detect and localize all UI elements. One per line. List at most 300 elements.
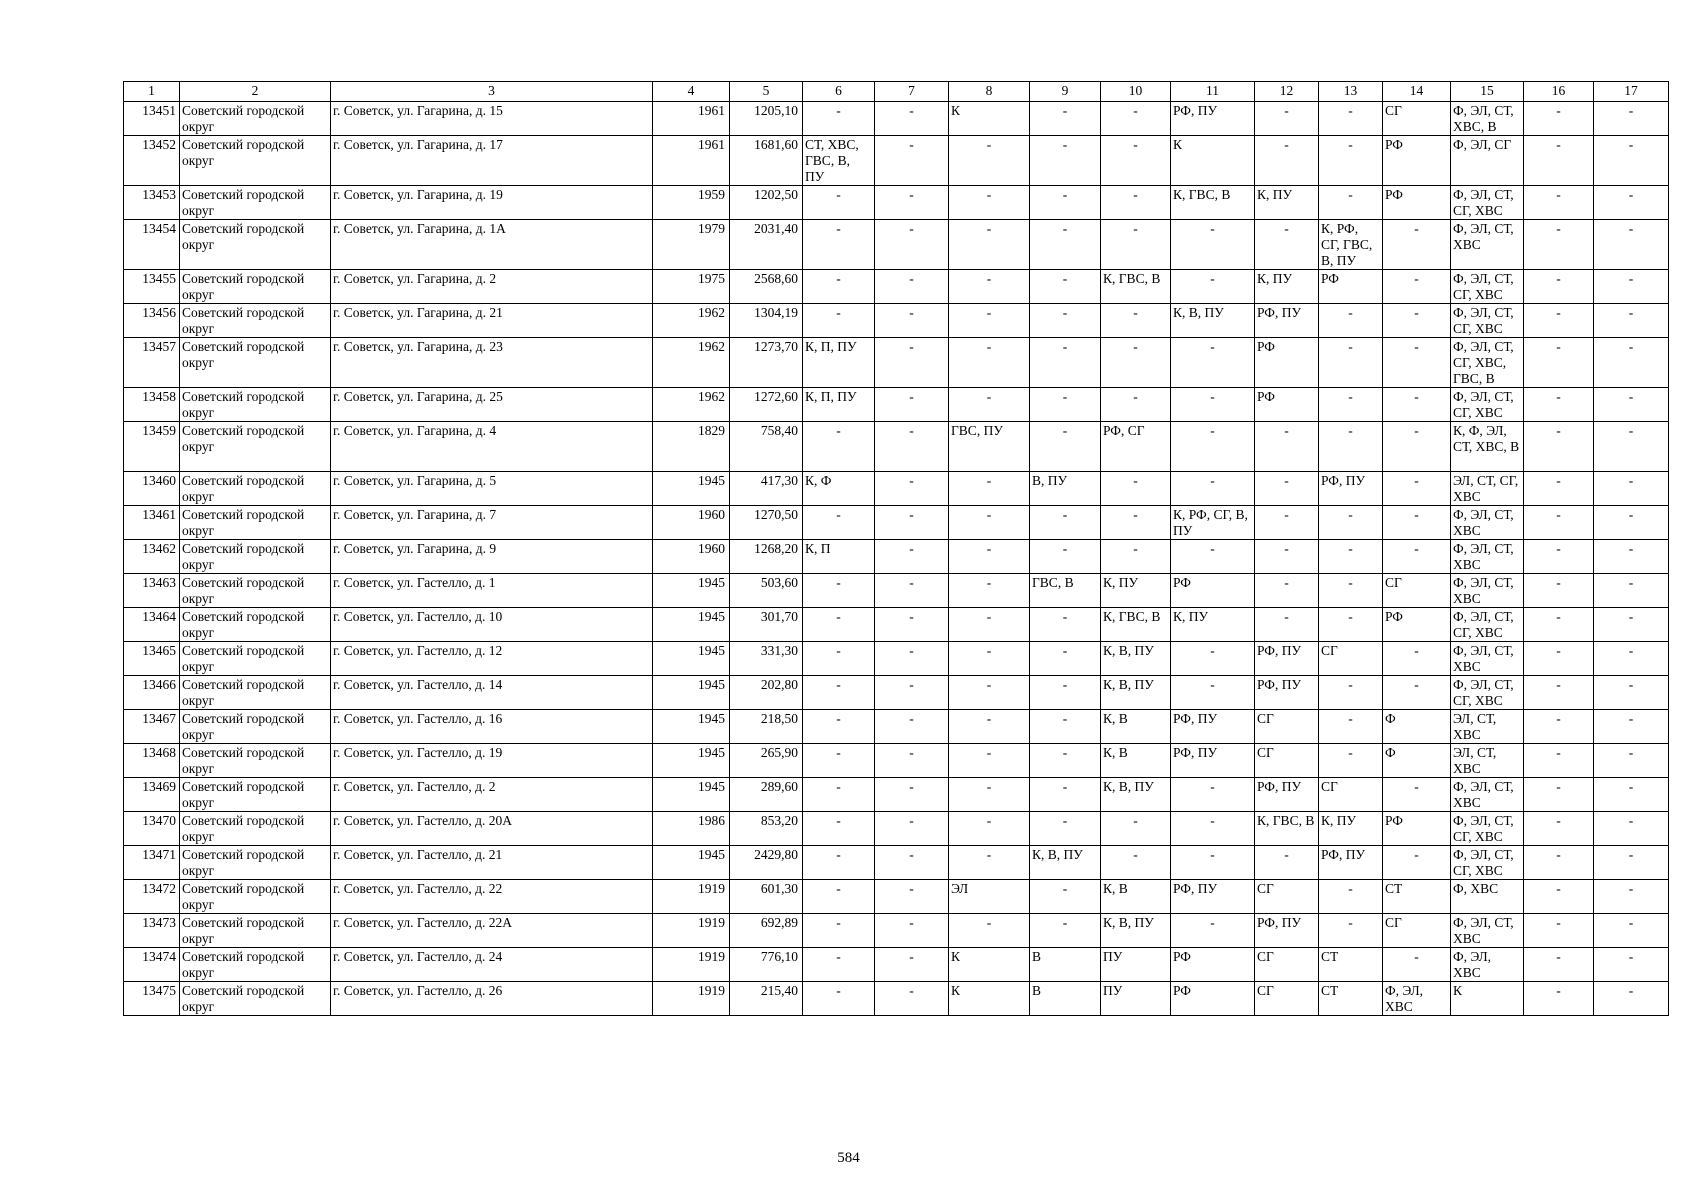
table-cell: - [875, 506, 949, 540]
table-cell: Ф, ХВС [1451, 880, 1524, 914]
table-cell: - [803, 186, 875, 220]
table-row [124, 136, 1669, 186]
table-cell: В [1030, 982, 1101, 1016]
table-cell: 692,89 [730, 914, 803, 948]
table-cell: г. Советск, ул. Гагарина, д. 19 [331, 186, 653, 220]
table-cell: Советский городской округ [180, 982, 331, 1016]
table-cell: 13459 [124, 422, 180, 472]
table-cell: К [1451, 982, 1524, 1016]
table-cell: - [803, 914, 875, 948]
table-row [124, 642, 1669, 676]
table-cell: - [1030, 220, 1101, 270]
table-cell: СТ [1319, 948, 1383, 982]
table-cell: - [1171, 778, 1255, 812]
table-cell: г. Советск, ул. Гагарина, д. 15 [331, 102, 653, 136]
table-cell: Ф, ЭЛ, СТ, ХВС [1451, 540, 1524, 574]
table-cell: Советский городской округ [180, 710, 331, 744]
table-cell: г. Советск, ул. Гагарина, д. 2 [331, 270, 653, 304]
table-row [124, 304, 1669, 338]
table-cell: - [1030, 422, 1101, 472]
table-cell: - [803, 304, 875, 338]
table-cell: - [1594, 880, 1669, 914]
table-row [124, 574, 1669, 608]
table-cell: - [1319, 914, 1383, 948]
table-cell: - [875, 948, 949, 982]
table-row [124, 506, 1669, 540]
table-cell: - [1101, 338, 1171, 388]
table-cell: РФ, ПУ [1255, 778, 1319, 812]
table-cell: - [1319, 102, 1383, 136]
table-cell: 1919 [653, 948, 730, 982]
table-cell: - [875, 812, 949, 846]
table-cell: - [1524, 136, 1594, 186]
table-cell: Советский городской округ [180, 422, 331, 472]
column-header: 8 [949, 82, 1030, 102]
table-cell: - [875, 676, 949, 710]
table-cell: - [1524, 812, 1594, 846]
table-cell: - [1171, 338, 1255, 388]
table-cell: 1304,19 [730, 304, 803, 338]
table-cell: 289,60 [730, 778, 803, 812]
table-cell: К, ГВС, В [1255, 812, 1319, 846]
table-cell: - [1594, 710, 1669, 744]
table-cell: Ф, ЭЛ, СТ, ХВС [1451, 506, 1524, 540]
table-row [124, 846, 1669, 880]
table-cell: 1962 [653, 388, 730, 422]
table-cell: - [949, 388, 1030, 422]
table-cell: г. Советск, ул. Гастелло, д. 22 [331, 880, 653, 914]
table-cell: 1268,20 [730, 540, 803, 574]
table-cell: - [875, 982, 949, 1016]
column-header: 7 [875, 82, 949, 102]
table-cell: РФ [1171, 948, 1255, 982]
table-cell: - [1594, 982, 1669, 1016]
table-cell: - [949, 304, 1030, 338]
table-cell: СГ [1383, 574, 1451, 608]
table-cell: - [1319, 744, 1383, 778]
table-cell: - [949, 812, 1030, 846]
table-cell: - [1171, 540, 1255, 574]
table-cell: - [803, 846, 875, 880]
table-cell: - [949, 676, 1030, 710]
table-cell: - [1101, 388, 1171, 422]
table-cell: - [875, 304, 949, 338]
table-cell: 1945 [653, 710, 730, 744]
table-cell: - [1030, 778, 1101, 812]
table-cell: - [949, 220, 1030, 270]
table-cell: РФ [1383, 186, 1451, 220]
table-cell: - [875, 270, 949, 304]
table-cell: - [1594, 676, 1669, 710]
table-cell: РФ, ПУ [1255, 676, 1319, 710]
table-cell: - [1319, 608, 1383, 642]
table-cell: 13473 [124, 914, 180, 948]
table-cell: - [1594, 778, 1669, 812]
table-cell: - [1030, 540, 1101, 574]
table-cell: - [875, 846, 949, 880]
table-cell: ГВС, В [1030, 574, 1101, 608]
table-cell: - [803, 744, 875, 778]
table-cell: - [1524, 914, 1594, 948]
table-cell: ЭЛ [949, 880, 1030, 914]
table-cell: Советский городской округ [180, 338, 331, 388]
table-cell: - [949, 472, 1030, 506]
table-cell: - [803, 422, 875, 472]
table-cell: 13463 [124, 574, 180, 608]
table-cell: - [1594, 338, 1669, 388]
table-cell: - [1030, 338, 1101, 388]
table-cell: - [1030, 676, 1101, 710]
table-cell: К, Ф, ЭЛ, СТ, ХВС, В [1451, 422, 1524, 472]
table-cell: Советский городской округ [180, 472, 331, 506]
table-cell: - [949, 642, 1030, 676]
table-cell: - [1030, 304, 1101, 338]
table-cell: - [1383, 778, 1451, 812]
table-cell: - [803, 270, 875, 304]
table-cell: г. Советск, ул. Гагарина, д. 9 [331, 540, 653, 574]
table-cell: - [875, 914, 949, 948]
table-cell: 1961 [653, 102, 730, 136]
table-cell: - [1101, 220, 1171, 270]
table-cell: - [803, 948, 875, 982]
table-cell: - [1594, 608, 1669, 642]
table-cell: - [875, 472, 949, 506]
table-cell: Ф [1383, 710, 1451, 744]
table-cell: В [1030, 948, 1101, 982]
table-cell: г. Советск, ул. Гастелло, д. 26 [331, 982, 653, 1016]
table-cell: - [803, 710, 875, 744]
table-cell: ПУ [1101, 948, 1171, 982]
table-cell: К [1171, 136, 1255, 186]
table-cell: РФ [1383, 608, 1451, 642]
table-cell: К, Ф [803, 472, 875, 506]
table-cell: - [1524, 506, 1594, 540]
table-cell: Советский городской округ [180, 506, 331, 540]
table-cell: 13453 [124, 186, 180, 220]
table-cell: - [803, 220, 875, 270]
table-cell: РФ, ПУ [1171, 880, 1255, 914]
table-cell: - [949, 608, 1030, 642]
table-row [124, 608, 1669, 642]
table-cell: Советский городской округ [180, 220, 331, 270]
table-cell: Советский городской округ [180, 574, 331, 608]
table-cell: - [949, 338, 1030, 388]
table-row [124, 948, 1669, 982]
table-cell: 1960 [653, 506, 730, 540]
table-cell: Ф, ЭЛ, СТ, СГ, ХВС [1451, 270, 1524, 304]
table-cell: - [1594, 574, 1669, 608]
column-header: 11 [1171, 82, 1255, 102]
table-cell: К, В, ПУ [1101, 676, 1171, 710]
table-cell: - [1524, 846, 1594, 880]
table-cell: РФ, ПУ [1171, 102, 1255, 136]
table-cell: 265,90 [730, 744, 803, 778]
table-cell: - [875, 388, 949, 422]
table-cell: - [875, 422, 949, 472]
column-header: 13 [1319, 82, 1383, 102]
table-cell: 13457 [124, 338, 180, 388]
table-row [124, 472, 1669, 506]
table-cell: В, ПУ [1030, 472, 1101, 506]
table-cell: - [1383, 270, 1451, 304]
table-cell: - [1594, 472, 1669, 506]
table-cell: 1945 [653, 846, 730, 880]
table-cell: - [1524, 472, 1594, 506]
table-cell: 2429,80 [730, 846, 803, 880]
table-cell: - [1101, 186, 1171, 220]
table-cell: - [1319, 338, 1383, 388]
table-cell: К, ПУ [1255, 270, 1319, 304]
table-cell: - [1171, 388, 1255, 422]
table-cell: - [1383, 472, 1451, 506]
table-cell: - [949, 846, 1030, 880]
table-cell: - [1594, 102, 1669, 136]
table-cell: К, В, ПУ [1101, 642, 1171, 676]
table-cell: 13464 [124, 608, 180, 642]
table-cell: 13456 [124, 304, 180, 338]
table-cell: Советский городской округ [180, 948, 331, 982]
table-cell: г. Советск, ул. Гастелло, д. 12 [331, 642, 653, 676]
table-cell: Советский городской округ [180, 642, 331, 676]
table-cell: 1919 [653, 982, 730, 1016]
table-cell: - [1319, 574, 1383, 608]
table-cell: - [1101, 304, 1171, 338]
table-cell: - [1101, 472, 1171, 506]
table-cell: РФ [1255, 388, 1319, 422]
table-cell: - [1524, 186, 1594, 220]
column-number-row [124, 82, 1669, 102]
table-cell: Советский городской округ [180, 136, 331, 186]
table-row [124, 220, 1669, 270]
table-cell: - [1101, 136, 1171, 186]
table-cell: - [1594, 304, 1669, 338]
column-header: 5 [730, 82, 803, 102]
table-cell: г. Советск, ул. Гастелло, д. 1 [331, 574, 653, 608]
table-cell: 1202,50 [730, 186, 803, 220]
table-cell: - [1319, 304, 1383, 338]
table-cell: г. Советск, ул. Гагарина, д. 5 [331, 472, 653, 506]
table-cell: - [1594, 270, 1669, 304]
table-cell: г. Советск, ул. Гагарина, д. 1А [331, 220, 653, 270]
register-table [123, 81, 1669, 1016]
table-cell: - [1524, 422, 1594, 472]
table-cell: - [1030, 388, 1101, 422]
table-cell: 13468 [124, 744, 180, 778]
table-cell: - [1524, 642, 1594, 676]
table-cell: Ф, ЭЛ, ХВС [1383, 982, 1451, 1016]
table-cell: г. Советск, ул. Гастелло, д. 2 [331, 778, 653, 812]
table-cell: - [1319, 540, 1383, 574]
table-cell: - [1255, 506, 1319, 540]
table-cell: СГ [1383, 914, 1451, 948]
table-cell: 1945 [653, 676, 730, 710]
table-cell: - [875, 220, 949, 270]
table-cell: Ф, ЭЛ, СТ, ХВС [1451, 220, 1524, 270]
table-cell: Советский городской округ [180, 388, 331, 422]
table-cell: - [1383, 220, 1451, 270]
column-header: 4 [653, 82, 730, 102]
table-cell: 13461 [124, 506, 180, 540]
table-row [124, 388, 1669, 422]
table-cell: Ф, ЭЛ, СТ, ХВС, В [1451, 102, 1524, 136]
table-cell: 218,50 [730, 710, 803, 744]
table-cell: 1962 [653, 304, 730, 338]
table-row [124, 676, 1669, 710]
table-cell: Советский городской округ [180, 186, 331, 220]
table-cell: - [1524, 608, 1594, 642]
table-cell: К, В, ПУ [1030, 846, 1101, 880]
table-cell: 13452 [124, 136, 180, 186]
table-cell: ЭЛ, СТ, СГ, ХВС [1451, 472, 1524, 506]
table-cell: РФ, ПУ [1255, 914, 1319, 948]
table-cell: СГ [1255, 710, 1319, 744]
table-cell: К, РФ, СГ, ГВС, В, ПУ [1319, 220, 1383, 270]
table-cell: 13454 [124, 220, 180, 270]
table-cell: К [949, 102, 1030, 136]
table-cell: - [1171, 422, 1255, 472]
table-cell: К, В [1101, 880, 1171, 914]
table-cell: - [1524, 574, 1594, 608]
table-row [124, 710, 1669, 744]
table-cell: - [949, 506, 1030, 540]
table-row [124, 186, 1669, 220]
table-cell: 13467 [124, 710, 180, 744]
table-cell: - [1171, 846, 1255, 880]
table-cell: 13469 [124, 778, 180, 812]
column-header: 3 [331, 82, 653, 102]
table-cell: К, ПУ [1101, 574, 1171, 608]
table-cell: - [1319, 676, 1383, 710]
table-row [124, 422, 1669, 472]
table-cell: - [1524, 744, 1594, 778]
table-cell: - [1030, 744, 1101, 778]
table-cell: - [949, 136, 1030, 186]
table-row [124, 270, 1669, 304]
table-cell: Советский городской округ [180, 880, 331, 914]
table-cell: Ф, ЭЛ, СТ, СГ, ХВС, ГВС, В [1451, 338, 1524, 388]
table-cell: 13460 [124, 472, 180, 506]
table-cell: г. Советск, ул. Гагарина, д. 7 [331, 506, 653, 540]
table-cell: РФ [1255, 338, 1319, 388]
table-cell: СГ [1255, 948, 1319, 982]
table-cell: - [1594, 422, 1669, 472]
table-cell: К, В [1101, 710, 1171, 744]
table-cell: - [875, 880, 949, 914]
table-cell: 1273,70 [730, 338, 803, 388]
table-cell: ГВС, ПУ [949, 422, 1030, 472]
table-cell: - [1030, 880, 1101, 914]
table-cell: - [1594, 914, 1669, 948]
table-cell: 1945 [653, 744, 730, 778]
table-cell: - [1524, 540, 1594, 574]
table-cell: СГ [1255, 744, 1319, 778]
table-cell: К, ПУ [1171, 608, 1255, 642]
table-cell: РФ, ПУ [1255, 642, 1319, 676]
table-cell: К, РФ, СГ, В, ПУ [1171, 506, 1255, 540]
table-cell: 13475 [124, 982, 180, 1016]
table-row [124, 982, 1669, 1016]
table-cell: - [1594, 506, 1669, 540]
table-cell: - [1101, 540, 1171, 574]
table-cell: К, ГВС, В [1101, 270, 1171, 304]
table-cell: - [1524, 880, 1594, 914]
table-cell: Ф, ЭЛ, СТ, ХВС [1451, 914, 1524, 948]
table-cell: Советский городской округ [180, 102, 331, 136]
table-cell: - [1383, 540, 1451, 574]
table-cell: 1961 [653, 136, 730, 186]
table-cell: 1975 [653, 270, 730, 304]
table-cell: РФ, СГ [1101, 422, 1171, 472]
table-cell: 601,30 [730, 880, 803, 914]
table-cell: 215,40 [730, 982, 803, 1016]
table-cell: К, В, ПУ [1101, 914, 1171, 948]
table-cell: - [803, 778, 875, 812]
table-cell: - [1524, 338, 1594, 388]
table-cell: - [1255, 472, 1319, 506]
table-cell: СТ [1383, 880, 1451, 914]
table-cell: - [1255, 608, 1319, 642]
table-cell: г. Советск, ул. Гастелло, д. 14 [331, 676, 653, 710]
table-cell: - [1524, 710, 1594, 744]
table-cell: - [949, 914, 1030, 948]
table-cell: 758,40 [730, 422, 803, 472]
table-cell: - [1383, 676, 1451, 710]
table-cell: 1979 [653, 220, 730, 270]
table-cell: г. Советск, ул. Гагарина, д. 25 [331, 388, 653, 422]
table-cell: - [949, 270, 1030, 304]
table-cell: К, ПУ [1319, 812, 1383, 846]
table-cell: 1945 [653, 778, 730, 812]
table-cell: СГ [1319, 642, 1383, 676]
table-cell: - [875, 338, 949, 388]
table-cell: 853,20 [730, 812, 803, 846]
table-cell: 301,70 [730, 608, 803, 642]
table-cell: 13465 [124, 642, 180, 676]
table-cell: Советский городской округ [180, 846, 331, 880]
column-header: 16 [1524, 82, 1594, 102]
table-cell: - [1383, 948, 1451, 982]
table-cell: 1959 [653, 186, 730, 220]
table-cell: - [949, 574, 1030, 608]
table-cell: - [1255, 846, 1319, 880]
table-cell: - [1383, 506, 1451, 540]
column-header: 6 [803, 82, 875, 102]
table-cell: Ф, ЭЛ, СТ, СГ, ХВС [1451, 388, 1524, 422]
table-cell: К [949, 982, 1030, 1016]
table-cell: - [1171, 472, 1255, 506]
table-cell: 2568,60 [730, 270, 803, 304]
table-cell: Ф, ЭЛ, СТ, ХВС [1451, 778, 1524, 812]
table-cell: - [1030, 102, 1101, 136]
table-cell: - [803, 812, 875, 846]
table-cell: К, В, ПУ [1171, 304, 1255, 338]
table-cell: - [1383, 338, 1451, 388]
table-row [124, 338, 1669, 388]
table-cell: Ф, ЭЛ, СТ, СГ, ХВС [1451, 186, 1524, 220]
table-row [124, 880, 1669, 914]
table-cell: 13471 [124, 846, 180, 880]
table-cell: К, ГВС, В [1171, 186, 1255, 220]
table-cell: 2031,40 [730, 220, 803, 270]
table-cell: - [875, 744, 949, 778]
table-cell: РФ [1383, 136, 1451, 186]
table-cell: 202,80 [730, 676, 803, 710]
table-cell: 1945 [653, 472, 730, 506]
table-cell: - [1319, 136, 1383, 186]
table-cell: - [1524, 220, 1594, 270]
table-cell: 1919 [653, 880, 730, 914]
table-cell: Советский городской округ [180, 676, 331, 710]
